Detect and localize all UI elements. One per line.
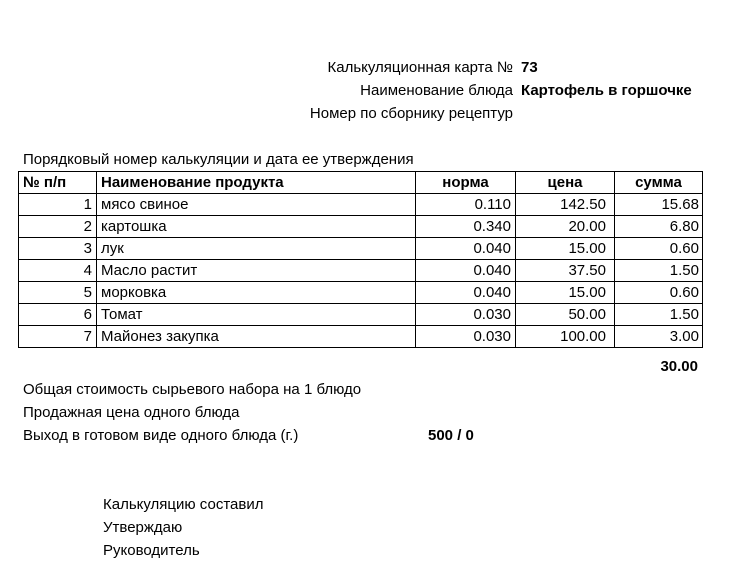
- products-table: [18, 171, 703, 348]
- recipe-number-label: Номер по сборнику рецептур: [309, 105, 513, 122]
- row-norm: 0.030: [416, 326, 516, 348]
- row-sum: 6.80: [615, 216, 703, 238]
- row-product-name: картошка: [97, 216, 416, 238]
- card-number-value: 73: [521, 59, 538, 76]
- row-num: 7: [19, 326, 97, 348]
- row-norm: 0.040: [416, 238, 516, 260]
- signature-head: Руководитель: [103, 542, 200, 559]
- card-number-label: Калькуляционная карта №: [327, 59, 513, 76]
- yield-label: Выход в готовом виде одного блюда (г.): [23, 427, 299, 444]
- sale-price-label: Продажная цена одного блюда: [23, 404, 240, 421]
- row-num: 3: [19, 238, 97, 260]
- row-price: 142.50: [516, 194, 615, 216]
- calc-info-line: Порядковый номер калькуляции и дата ее утверждения: [23, 151, 414, 168]
- column-header-norm: норма: [416, 172, 516, 194]
- row-product-name: лук: [97, 238, 416, 260]
- table-row: [19, 282, 703, 304]
- column-header-name: Наименование продукта: [97, 172, 416, 194]
- row-sum: 1.50: [615, 304, 703, 326]
- row-product-name: Майонез закупка: [97, 326, 416, 348]
- row-num: 4: [19, 260, 97, 282]
- table-header-row: [19, 172, 703, 194]
- row-product-name: мясо свиное: [97, 194, 416, 216]
- row-price: 20.00: [516, 216, 615, 238]
- row-price: 100.00: [516, 326, 615, 348]
- dish-name-value: Картофель в горшочке: [521, 82, 692, 99]
- row-sum: 3.00: [615, 326, 703, 348]
- row-price: 37.50: [516, 260, 615, 282]
- row-norm: 0.040: [416, 260, 516, 282]
- column-header-num: № п/п: [19, 172, 97, 194]
- row-price: 15.00: [516, 238, 615, 260]
- row-num: 5: [19, 282, 97, 304]
- row-sum: 0.60: [615, 282, 703, 304]
- row-norm: 0.040: [416, 282, 516, 304]
- dish-name-label: Наименование блюда: [360, 82, 513, 99]
- row-price: 50.00: [516, 304, 615, 326]
- row-norm: 0.030: [416, 304, 516, 326]
- table-row: [19, 216, 703, 238]
- column-header-sum: сумма: [615, 172, 703, 194]
- row-product-name: Масло растит: [97, 260, 416, 282]
- row-sum: 0.60: [615, 238, 703, 260]
- table-row: [19, 260, 703, 282]
- yield-value: 500 / 0: [428, 427, 474, 444]
- row-num: 2: [19, 216, 97, 238]
- column-header-price: цена: [516, 172, 615, 194]
- table-row: [19, 238, 703, 260]
- signature-composed: Калькуляцию составил: [103, 496, 264, 513]
- raw-cost-label: Общая стоимость сырьевого набора на 1 блюдо: [23, 381, 362, 398]
- signature-approve: Утверждаю: [103, 519, 183, 536]
- row-norm: 0.340: [416, 216, 516, 238]
- table-row: [19, 304, 703, 326]
- total-sum: 30.00: [660, 358, 698, 375]
- row-product-name: Томат: [97, 304, 416, 326]
- table-row: [19, 326, 703, 348]
- row-num: 1: [19, 194, 97, 216]
- row-price: 15.00: [516, 282, 615, 304]
- row-sum: 15.68: [615, 194, 703, 216]
- row-norm: 0.110: [416, 194, 516, 216]
- table-row: [19, 194, 703, 216]
- row-num: 6: [19, 304, 97, 326]
- row-product-name: морковка: [97, 282, 416, 304]
- row-sum: 1.50: [615, 260, 703, 282]
